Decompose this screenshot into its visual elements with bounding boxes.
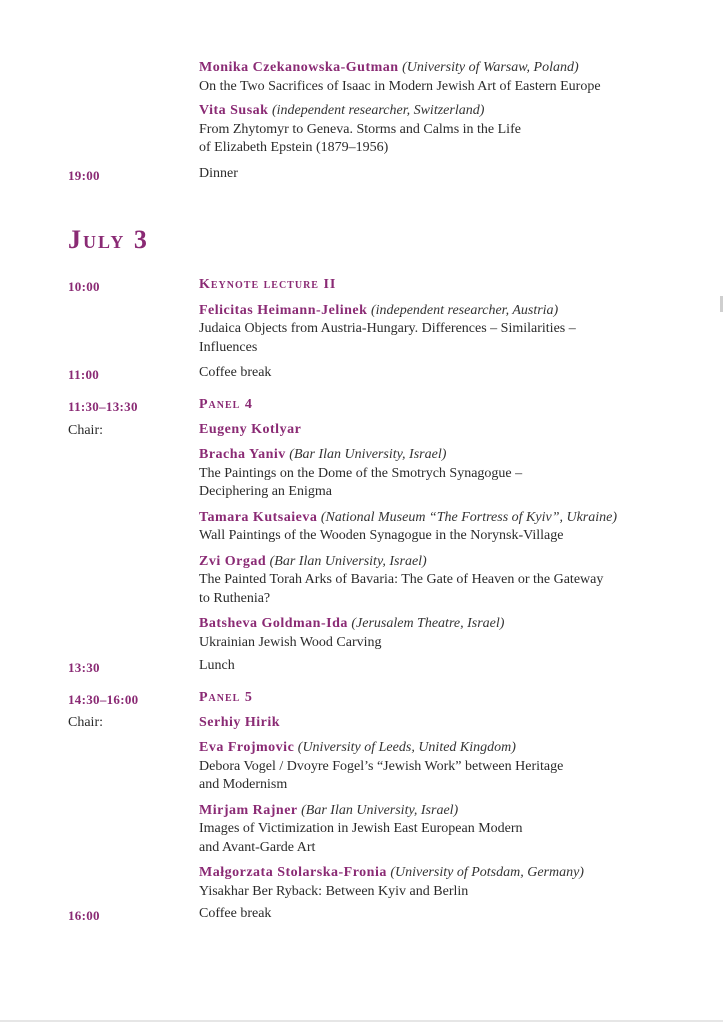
session-time: 16:00: [68, 908, 100, 923]
speaker-affiliation: (National Museum “The Fortress of Kyiv”, Ukraine): [320, 509, 618, 525]
talk-title: From Zhytomyr to Geneva. Storms and Calms in the Life: [199, 121, 521, 137]
session-label: Coffee break: [199, 906, 272, 921]
panel-heading: Panel 4: [199, 397, 253, 412]
speaker-affiliation: (University of Leeds, United Kingdom): [297, 740, 516, 755]
speaker-affiliation: (Bar Ilan University, Israel): [289, 447, 447, 462]
talk-entry: [199, 446, 659, 502]
session-time: 11:30–13:30: [68, 399, 138, 414]
page-bottom-divider: [0, 1020, 723, 1022]
speaker-affiliation: (Bar Ilan University, Israel): [301, 802, 459, 818]
talk-title: Wall Paintings of the Wooden Synagogue in the Norynsk-Village: [199, 528, 564, 543]
speaker-name: Monika Czekanowska-Gutman: [199, 60, 399, 75]
speaker-name: Vita Susak: [199, 103, 269, 118]
session-time: 10:00: [68, 279, 100, 294]
talk-entry: [199, 553, 659, 609]
panel-block: [199, 689, 659, 901]
speaker-name: Bracha Yaniv: [199, 447, 286, 462]
talk-title: and Modernism: [199, 777, 288, 792]
speaker-name: Eva Frojmovic: [199, 740, 295, 755]
chair-label: Chair:: [68, 423, 103, 438]
chair-name: Serhiy Hirik: [199, 714, 281, 730]
session-time: 14:30–16:00: [68, 692, 139, 707]
speaker-affiliation: (Bar Ilan University, Israel): [269, 553, 427, 569]
speaker-name: Batsheva Goldman-Ida: [199, 616, 348, 631]
session-label: Coffee break: [199, 365, 272, 380]
session-label: Dinner: [199, 166, 238, 181]
talk-entry: [199, 509, 659, 546]
talk-title: Deciphering an Enigma: [199, 484, 332, 499]
talk-title: On the Two Sacrifices of Isaac in Modern Jewish Art of Eastern Europe: [199, 78, 601, 94]
session-time: 19:00: [68, 168, 100, 183]
speaker-name: Mirjam Rajner: [199, 802, 298, 818]
panel-block: [199, 396, 659, 652]
talk-title: and Avant-Garde Art: [199, 839, 316, 855]
talk-title: Judaica Objects from Austria-Hungary. Differences – Similarities –: [199, 321, 576, 336]
speaker-name: Felicitas Heimann-Jelinek: [199, 302, 368, 318]
speaker-affiliation: (independent researcher, Austria): [370, 302, 559, 318]
session-label: Lunch: [199, 658, 235, 673]
talk-entry: [199, 802, 659, 858]
session-heading: Keynote lecture II: [199, 277, 337, 292]
talk-title: Ukrainian Jewish Wood Carving: [199, 634, 382, 650]
talk-entry: [199, 864, 659, 901]
chair-label: Chair:: [68, 715, 103, 730]
day-heading: July 3: [68, 225, 149, 254]
talk-title: Debora Vogel / Dvoyre Fogel’s “Jewish Work” between Heritage: [199, 758, 564, 774]
talk-entry: [199, 739, 659, 795]
talk-entry: [199, 102, 659, 158]
talk-title: Yisakhar Ber Ryback: Between Kyiv and Berlin: [199, 883, 469, 899]
session-time: 11:00: [68, 367, 100, 382]
speaker-name: Tamara Kutsaieva: [199, 509, 318, 525]
keynote-block: [199, 276, 659, 357]
talk-entry: [199, 59, 659, 96]
talk-title: Influences: [199, 339, 258, 355]
speaker-affiliation: (Jerusalem Theatre, Israel): [351, 616, 505, 631]
talk-title: to Ruthenia?: [199, 590, 271, 606]
chair-name: Eugeny Kotlyar: [199, 421, 302, 437]
panel-heading: Panel 5: [199, 690, 253, 705]
talk-title: Images of Victimization in Jewish East European Modern: [199, 821, 523, 836]
talk-title: of Elizabeth Epstein (1879–1956): [199, 140, 389, 155]
talk-title: The Painted Torah Arks of Bavaria: The Gate of Heaven or the Gateway: [199, 572, 604, 587]
speaker-affiliation: (independent researcher, Switzerland): [271, 103, 485, 118]
speaker-affiliation: (University of Warsaw, Poland): [402, 60, 579, 75]
session-time: 13:30: [68, 660, 100, 675]
speaker-name: Małgorzata Stolarska-Fronia: [199, 865, 387, 880]
speaker-affiliation: (University of Potsdam, Germany): [390, 865, 584, 880]
talk-entry: [199, 615, 659, 652]
talk-title: The Paintings on the Dome of the Smotrych Synagogue –: [199, 465, 523, 481]
speaker-name: Zvi Orgad: [199, 553, 267, 569]
